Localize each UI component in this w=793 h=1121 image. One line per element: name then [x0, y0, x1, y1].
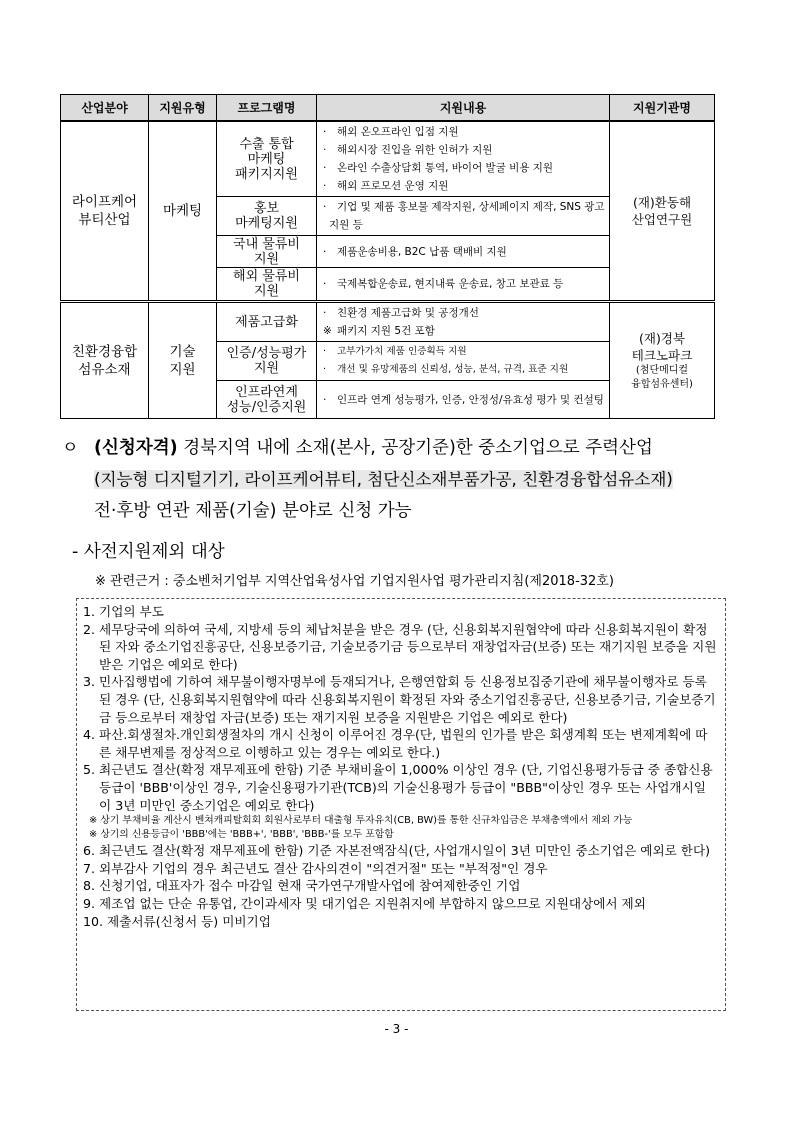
content-note: ※ 패키지 지원 5건 포함	[329, 322, 605, 340]
qualification-line-3	[62, 496, 752, 527]
agency-text: (재)환동해	[632, 195, 692, 210]
exclusion-text: 민사집행법에 기하여 채무불이행자명부에 등재되거나, 은행연합회 등 신용정보집중기관에 채무불이행자로 등록된 경우 (단, 신용회복지원협약에 따라 신용회복지원이 확정된 자와 중소기업진흥공단, 신용보증기금, 기술보증기금 등으로부터 재창업 자금(보증) 또는 재기지원 보증을 지원받은 기업은 예외로 한다)	[99, 674, 716, 725]
program-text: 인증/성능평가	[226, 346, 307, 361]
support-type-text: 기술	[169, 343, 196, 360]
exclusion-text: 외부감사 기업의 경우 최근년도 결산 감사의견이 "의견거절" 또는 "부적정"인 경우	[99, 860, 548, 876]
exclusion-item	[83, 842, 717, 860]
content-item: · 기업 및 제품 홍보물 제작지원, 상세페이지 제작, SNS 광고 지원 등	[329, 198, 605, 234]
exclusion-item	[83, 877, 717, 895]
content-cell	[317, 268, 610, 302]
table-header-row	[61, 95, 715, 122]
exclusion-text: 최근년도 결산(확정 재무제표에 한함) 기준 부채비율이 1,000% 이상인 경우 (단, 기업신용평가등급 중 종합신용등급이 'BBB'이상인 경우, 기술신용평가기관(TCB)의 기술신용평가 등급이 "BBB"이상인 경우 또는 사업개시일이 3년 미만인 중소기업은 예외로 한다)	[99, 762, 713, 813]
program-text: 해외 물류비	[233, 269, 300, 284]
program-text: 지원	[253, 251, 280, 267]
exclusion-item	[83, 726, 717, 761]
industry-text: 친환경융합	[71, 343, 138, 360]
exclusion-number: 8.	[83, 878, 100, 894]
qualification-line-1	[62, 433, 752, 464]
support-type-cell: 마케팅	[149, 121, 217, 302]
qualification-label: (신청자격)	[94, 438, 178, 458]
program-cell	[217, 342, 317, 381]
industry-text: 섬유소재	[78, 361, 131, 378]
exclusion-number: 3.	[83, 674, 100, 690]
program-cell	[217, 268, 317, 302]
exclusion-text: 최근년도 결산(확정 재무제표에 한함) 기준 자본전액잠식(단, 사업개시일이 3년 미만인 중소기업은 예외로 한다)	[99, 843, 711, 859]
exclusion-note-text: ※ 상기의 신용등급이 'BBB'에는 'BBB+', 'BBB', 'BBB-'를 모두 포함함	[89, 829, 394, 841]
program-cell	[217, 381, 317, 419]
exclusion-text: 신청기업, 대표자가 접수 마감일 현재 국가연구개발사업에 참여제한중인 기업	[99, 878, 521, 894]
content-cell	[317, 381, 610, 419]
industry-text: 뷰티산업	[78, 212, 131, 228]
exclusion-number: 4.	[83, 727, 100, 743]
content-cell	[317, 236, 610, 268]
content-item: · 국제복합운송료, 현지내륙 운송료, 창고 보관료 등	[329, 275, 605, 293]
industry-cell	[61, 302, 149, 419]
support-program-table	[60, 94, 715, 419]
exclusion-number: 2.	[83, 621, 100, 637]
program-text: 인프라연계	[235, 384, 298, 400]
table-row	[61, 302, 715, 342]
exclusion-number: 10.	[83, 913, 108, 929]
header-program: 프로그램명	[217, 95, 317, 122]
program-text: 지원	[253, 361, 280, 376]
exclusion-number: 6.	[83, 843, 100, 859]
content-item: · 인프라 연계 성능평가, 인증, 안정성/유효성 평가 및 컨설팅	[329, 391, 605, 409]
exclusion-item	[83, 761, 717, 814]
content-cell	[317, 342, 610, 381]
qualification-text: 경북지역 내에 소재(본사, 공장기준)한 중소기업으로 주력산업	[183, 438, 653, 458]
exclusion-item	[83, 860, 717, 878]
exclusion-text: 세무당국에 의하여 국세, 지방세 등의 체납처분을 받은 경우 (단, 신용회복지원협약에 따라 신용회복지원이 확정된 자와 중소기업진흥공단, 신용보증기금, 기술보증기금 등으로부터 재창업자금(보증) 또는 재기지원 보증을 지원받은 기업은 예외로 한다)	[99, 621, 717, 672]
support-type-text: 지원	[169, 361, 196, 378]
qualification-line-2	[62, 464, 752, 496]
agency-text: 테크노파크	[631, 347, 693, 363]
agency-note: (첨단메디컬	[635, 364, 689, 376]
header-type: 지원유형	[149, 95, 217, 122]
content-item: · 해외시장 진입을 위한 인허가 지원	[329, 141, 605, 159]
content-item: · 개선 및 유망제품의 신뢰성, 성능, 분석, 규격, 표준 지원	[329, 361, 605, 379]
program-cell	[217, 197, 317, 236]
content-item: · 해외 프로모션 운영 지원	[329, 177, 605, 195]
program-text: 국내 물류비	[233, 236, 300, 252]
agency-text: (재)경북	[639, 330, 685, 346]
program-text: 지원	[253, 284, 280, 299]
exclusion-text: 제조업 없는 단순 유통업, 간이과세자 및 대기업은 지원취지에 부합하지 않으므로 지원대상에서 제외	[99, 895, 646, 911]
agency-note: 융합섬유센터)	[631, 378, 693, 390]
content-item: · 제품운송비용, B2C 납품 택배비 지원	[329, 243, 605, 261]
exclusion-text: 제출서류(신청서 등) 미비기업	[107, 913, 271, 929]
exclusion-item	[83, 895, 717, 913]
table-row	[61, 121, 715, 197]
main-industries-text: (지능형 디지털기기, 라이프케어뷰티, 첨단신소재부품가공, 친환경융합섬유소재)	[94, 470, 673, 489]
program-text: 성능/인증지원	[226, 399, 307, 415]
content-item: · 온라인 수출상담회 통역, 바이어 발굴 비용 지원	[329, 159, 605, 177]
content-item: · 해외 온오프라인 입점 지원	[329, 123, 605, 141]
exclusion-number: 1.	[83, 604, 100, 619]
bullet-circle-icon: ㅇ	[62, 438, 79, 458]
legal-reference: ※ 관련근거 : 중소벤처기업부 지역산업육성사업 기업지원사업 평가관리지침(제2018-32호)	[95, 574, 614, 589]
exclusion-number: 9.	[83, 895, 100, 911]
program-text: 마케팅지원	[235, 216, 298, 231]
program-text: 수출 통합	[239, 136, 294, 152]
header-industry: 산업분야	[61, 95, 149, 122]
exclusion-note	[83, 828, 717, 842]
content-cell	[317, 121, 610, 197]
header-content: 지원내용	[317, 95, 610, 122]
agency-cell	[610, 302, 715, 419]
exclusion-item	[83, 603, 717, 621]
exclusion-number: 5.	[83, 762, 100, 778]
qualification-section	[62, 433, 752, 527]
agency-text: 산업연구원	[631, 212, 693, 227]
content-item: · 고부가가치 제품 인증획득 지원	[329, 343, 605, 361]
program-cell	[217, 121, 317, 197]
industry-text: 라이프케어	[71, 194, 138, 210]
program-text: 홍보	[253, 201, 280, 216]
exclusion-item	[83, 913, 717, 931]
agency-cell	[610, 121, 715, 302]
program-cell	[217, 236, 317, 268]
content-cell	[317, 302, 610, 342]
exclusion-text: 기업의 부도	[99, 604, 164, 619]
program-text: 마케팅	[247, 151, 286, 167]
exclusion-item	[83, 621, 717, 674]
exclusion-item	[83, 673, 717, 726]
industry-cell	[61, 121, 149, 302]
exclusion-text: 파산.회생절차.개인회생절차의 개시 신청이 이루어진 경우(단, 법원의 인가를 받은 회생계획 또는 변제계획에 따른 채무변제를 정상적으로 이행하고 있는 경우는 예외로 한다.)	[99, 727, 708, 760]
qualification-text: 전·후방 연관 제품(기술) 분야로 신청 가능	[94, 501, 412, 521]
exclusion-note-text: ※ 상기 부채비율 계산시 벤쳐캐피탈회회 회원사로부터 대출형 투자유치(CB, BW)를 통한 신규차입금은 부채총액에서 제외 가능	[89, 815, 633, 827]
header-agency: 지원기관명	[610, 95, 715, 122]
exclusion-title: - 사전지원제외 대상	[72, 542, 225, 562]
exclusion-number: 7.	[83, 860, 100, 876]
exclusion-note	[83, 814, 717, 828]
support-type-cell	[149, 302, 217, 419]
page-number: - 3 -	[384, 1022, 409, 1036]
exclusion-list-box	[76, 598, 726, 1011]
program-text: 제품고급화	[235, 314, 298, 330]
content-item: · 친환경 제품고급화 및 공정개선	[329, 304, 605, 322]
program-cell	[217, 302, 317, 342]
content-cell	[317, 197, 610, 236]
program-text: 패키지지원	[235, 166, 298, 182]
